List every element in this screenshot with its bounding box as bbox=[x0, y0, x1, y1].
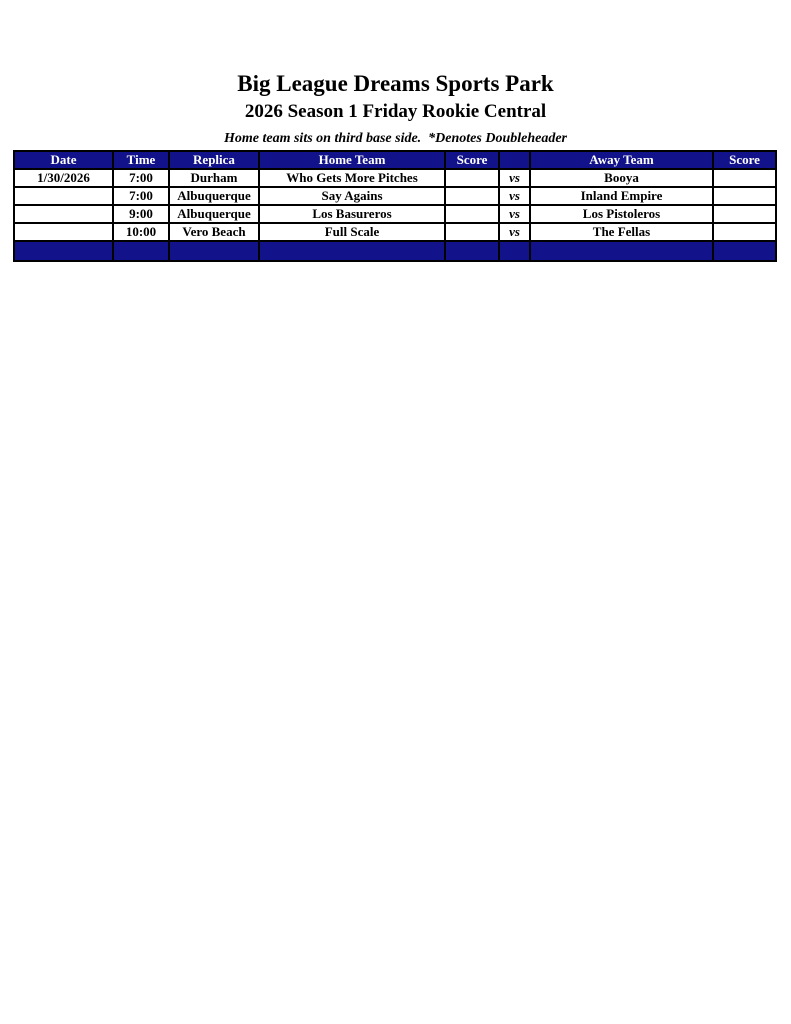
date-cell bbox=[14, 187, 113, 205]
game-row bbox=[14, 223, 776, 241]
vs-cell: vs bbox=[499, 169, 530, 187]
header-row bbox=[14, 151, 776, 169]
header-date: Date bbox=[14, 151, 113, 169]
away-score-cell bbox=[713, 205, 776, 223]
vs-cell: vs bbox=[499, 223, 530, 241]
footer-cell bbox=[113, 241, 169, 261]
replica-cell: Albuquerque bbox=[169, 187, 259, 205]
header-vs-spacer bbox=[499, 151, 530, 169]
date-cell: 1/30/2026 bbox=[14, 169, 113, 187]
replica-cell: Vero Beach bbox=[169, 223, 259, 241]
home-team-cell: Who Gets More Pitches bbox=[259, 169, 445, 187]
header-home-team: Home Team bbox=[259, 151, 445, 169]
away-score-cell bbox=[713, 169, 776, 187]
page-title: Big League Dreams Sports Park bbox=[237, 71, 554, 96]
time-cell: 10:00 bbox=[113, 223, 169, 241]
date-cell bbox=[14, 205, 113, 223]
away-team-cell: The Fellas bbox=[530, 223, 713, 241]
away-team-cell: Los Pistoleros bbox=[530, 205, 713, 223]
vs-cell: vs bbox=[499, 205, 530, 223]
away-team-cell: Booya bbox=[530, 169, 713, 187]
vs-cell: vs bbox=[499, 187, 530, 205]
footer-cell bbox=[259, 241, 445, 261]
date-cell bbox=[14, 223, 113, 241]
replica-cell: Albuquerque bbox=[169, 205, 259, 223]
home-score-cell bbox=[445, 169, 499, 187]
replica-cell: Durham bbox=[169, 169, 259, 187]
time-cell: 7:00 bbox=[113, 169, 169, 187]
header-home-score: Score bbox=[445, 151, 499, 169]
footer-cell bbox=[530, 241, 713, 261]
home-score-cell bbox=[445, 223, 499, 241]
header-time: Time bbox=[113, 151, 169, 169]
home-score-cell bbox=[445, 187, 499, 205]
footer-cell bbox=[713, 241, 776, 261]
time-cell: 7:00 bbox=[113, 187, 169, 205]
header-away-team: Away Team bbox=[530, 151, 713, 169]
page-subtitle: 2026 Season 1 Friday Rookie Central bbox=[244, 101, 547, 122]
footer-cell bbox=[499, 241, 530, 261]
footer-cell bbox=[14, 241, 113, 261]
away-team-cell: Inland Empire bbox=[530, 187, 713, 205]
away-score-cell bbox=[713, 223, 776, 241]
game-row bbox=[14, 169, 776, 187]
game-row bbox=[14, 205, 776, 223]
header-away-score: Score bbox=[713, 151, 776, 169]
away-score-cell bbox=[713, 187, 776, 205]
home-team-cell: Full Scale bbox=[259, 223, 445, 241]
footer-divider-row bbox=[14, 241, 776, 261]
footer-cell bbox=[169, 241, 259, 261]
page-note: Home team sits on third base side. *Denotes Doubleheader bbox=[224, 131, 567, 146]
time-cell: 9:00 bbox=[113, 205, 169, 223]
home-score-cell bbox=[445, 205, 499, 223]
header-replica: Replica bbox=[169, 151, 259, 169]
home-team-cell: Los Basureros bbox=[259, 205, 445, 223]
home-team-cell: Say Agains bbox=[259, 187, 445, 205]
game-row bbox=[14, 187, 776, 205]
footer-cell bbox=[445, 241, 499, 261]
schedule-table bbox=[13, 150, 777, 262]
